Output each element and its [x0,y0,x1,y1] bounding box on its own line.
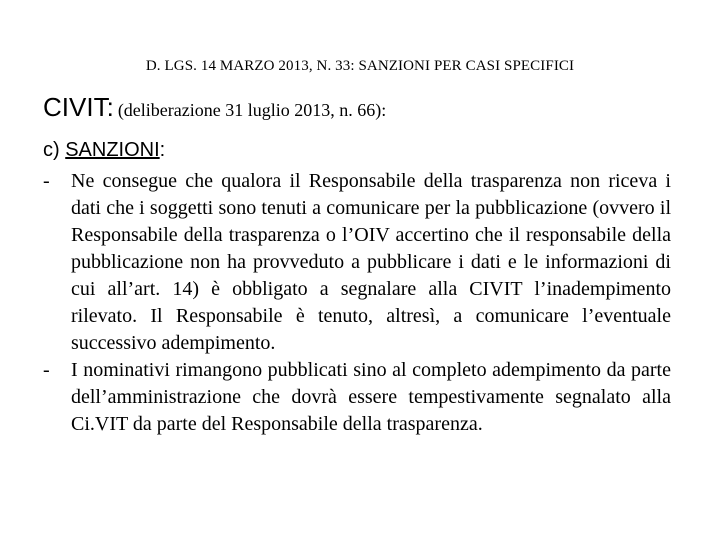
slide-title: D. LGS. 14 MARZO 2013, N. 33: SANZIONI PER CASI SPECIFICI [145,58,575,74]
bullet-text: I nominativi rimangono pubblicati sino al completo adempimento da parte dell’amministrazione che dovrà essere tempestivamente segnalato alla Ci.VIT da parte del Responsabile della trasparenza. [71,359,671,435]
section-title: SANZIONI [65,139,160,161]
authority-line [43,92,386,123]
section-prefix: c) [43,139,66,161]
bullet-dash: - [43,359,50,381]
list-item [43,168,671,357]
authority-name: CIVIT [43,92,107,122]
bullet-dash: - [43,170,50,192]
list-item [43,357,671,438]
bullet-text: Ne consegue che qualora il Responsabile della trasparenza non riceva i dati che i soggetti sono tenuti a comunicare per la pubblicazione (ovvero il Responsabile della trasparenza o l’OIV accertino che il responsabile della pubblicazione non ha provveduto a pubblicare i dati e le informazioni di cui all’art. 14) è obbligato a segnalare alla CIVIT l’inadempimento rilevato. Il Responsabile è tenuto, altresì, a comunicare l’eventuale successivo adempimento. [71,170,671,354]
section-heading [43,139,165,162]
authority-separator: : [106,92,114,122]
bullet-list [43,168,671,438]
authority-note: (deliberazione 31 luglio 2013, n. 66): [117,100,387,120]
section-suffix: : [159,139,166,161]
